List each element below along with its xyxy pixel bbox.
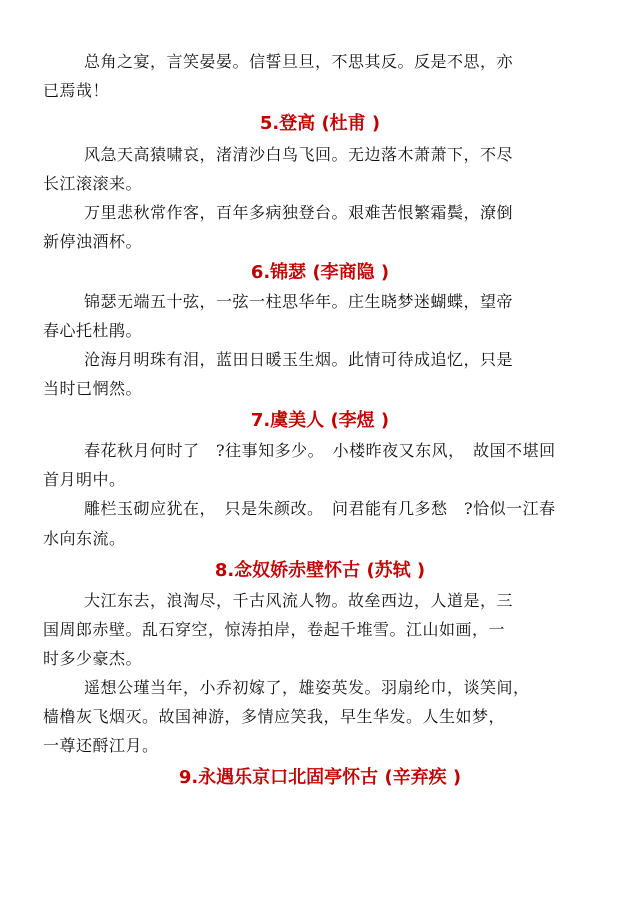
poem-line: 沧海月明珠有泪，蓝田日暖玉生烟。此情可待成追忆，只是	[84, 350, 514, 369]
poem-line: 长江滚滚来。	[43, 174, 143, 193]
poem-title: 9.永遇乐京口北固亭怀古 (辛弃疾 )	[178, 767, 462, 788]
poem-line: 大江东去，浪淘尽，千古风流人物。故垒西边，人道是，三	[84, 591, 514, 610]
poem-line: 国周郎赤壁。乱石穿空，惊涛拍岸，卷起千堆雪。江山如画，一	[43, 620, 506, 639]
poem-line: 水向东流。	[43, 529, 126, 548]
poem-title: 8.念奴娇赤壁怀古 (苏轼 )	[214, 560, 426, 581]
poem-line: 遥想公瑾当年，小乔初嫁了，雄姿英发。羽扇纶巾，谈笑间，	[84, 678, 530, 697]
poem-line: 樯橹灰飞烟灭。故国神游，多情应笑我，早生华发。人生如梦，	[43, 707, 506, 726]
poem-title: 6.锦瑟 (李商隐 )	[250, 262, 390, 283]
poem-title: 7.虞美人 (李煜 )	[250, 410, 390, 431]
poem-line: 雕栏玉砌应犹在， 只是朱颜改。 问君能有几多愁 ?恰似一江春	[84, 499, 556, 518]
poem-line: 锦瑟无端五十弦，一弦一柱思华年。庄生晓梦迷蝴蝶，望帝	[84, 292, 514, 311]
poem-line: 已焉哉！	[43, 81, 110, 100]
poem-line: 风急天高猿啸哀，渚清沙白鸟飞回。无边落木萧萧下，不尽	[84, 145, 514, 164]
poem-line: 春心托杜鹃。	[43, 321, 143, 340]
poem-line: 当时已惘然。	[43, 379, 143, 398]
poem-line: 万里悲秋常作客，百年多病独登台。艰难苦恨繁霜鬓，潦倒	[84, 203, 514, 222]
poem-line: 一尊还酹江月。	[43, 736, 159, 755]
poem-line: 春花秋月何时了 ?往事知多少。 小楼昨夜又东风， 故国不堪回	[84, 441, 556, 460]
poem-title: 5.登高 (杜甫 )	[259, 113, 381, 134]
poem-line: 总角之宴，言笑晏晏。信誓旦旦，不思其反。反是不思，亦	[84, 52, 514, 71]
poem-line: 新停浊酒杯。	[43, 232, 143, 251]
poem-line: 时多少豪杰。	[43, 649, 143, 668]
poem-line: 首月明中。	[43, 470, 126, 489]
